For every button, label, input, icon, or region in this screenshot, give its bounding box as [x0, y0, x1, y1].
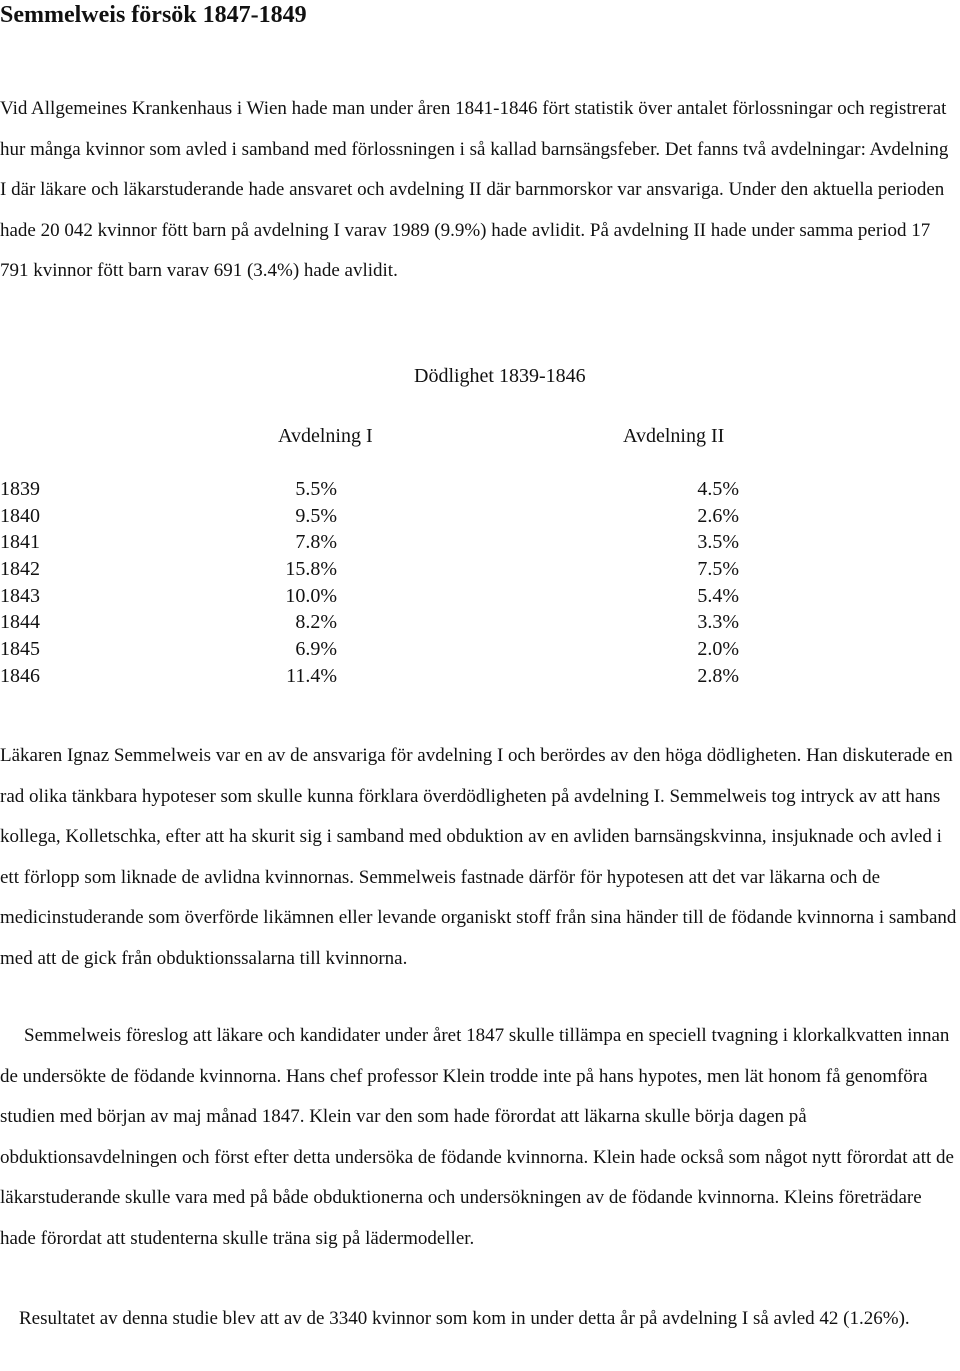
table-row	[0, 583, 760, 610]
avdelning-1-rate: 5.5%	[295, 478, 337, 500]
column-header-avdelning-2: Avdelning II	[623, 425, 725, 447]
year-cell: 1840	[0, 504, 40, 527]
body-paragraph: Semmelweis föreslog att läkare och kandidater under året 1847 skulle tillämpa en speciell tvagning i klorkalkvatten innan de undersökte de födande kvinnorna. Hans chef professor Klein trodde inte på hans hypotes, men lät honom få genomföra studien med början av maj månad 1847. Klein var den som hade förordat att läkarna skulle börja dagen på obduktionsavdelningen och först efter detta undersöka de födande kvinnorna. Klein hade också som något nytt förordat att de läkarstuderande skulle vara med på både obduktionerna och undersökningen av de födande kvinnorna. Kleins företrädare hade förordat att studenterna skulle träna sig på lädermodeller.	[0, 1025, 954, 1249]
column-header-avdelning-1: Avdelning I	[278, 425, 373, 447]
table-row	[0, 529, 760, 556]
year-cell: 1841	[0, 531, 40, 554]
avdelning-2-rate: 2.6%	[697, 504, 739, 527]
year-cell: 1842	[0, 558, 40, 581]
avdelning-2-rate: 4.5%	[697, 478, 739, 500]
year-cell: 1845	[0, 638, 40, 661]
year-cell: 1839	[0, 478, 40, 500]
table-row	[0, 609, 760, 636]
intro-paragraph: Vid Allgemeines Krankenhaus i Wien hade man under åren 1841-1846 fört statistik över antalet förlossningar och registrerat hur många kvinnor som avled i samband med förlossningen i så kallad barnsängsfeber. Det fanns två avdelningar: Avdelning I där läkare och läkarstuderande hade ansvaret och avdelning II där barnmorskor var ansvariga. Under den aktuella perioden hade 20 042 kvinnor fött barn på avdelning I varav 1989 (9.9%) hade avlidit. På avdelning II hade under samma period 17 791 kvinnor fött barn varav 691 (3.4%) hade avlidit.	[0, 98, 949, 281]
avdelning-1-rate: 7.8%	[295, 531, 337, 554]
table-row	[0, 636, 760, 663]
table-caption: Dödlighet 1839-1846	[414, 365, 586, 387]
page-title: Semmelweis försök 1847-1849	[0, 2, 307, 28]
year-cell: 1843	[0, 584, 40, 607]
avdelning-1-rate: 8.2%	[295, 611, 337, 634]
avdelning-1-rate: 6.9%	[295, 638, 337, 661]
table-row	[0, 556, 760, 583]
avdelning-2-rate: 2.0%	[697, 638, 739, 661]
avdelning-2-rate: 3.3%	[697, 611, 739, 634]
body-paragraph: Resultatet av denna studie blev att av de 3340 kvinnor som kom in under detta år på avdelning I så avled 42 (1.26%).	[19, 1308, 910, 1329]
avdelning-1-rate: 11.4%	[286, 664, 337, 687]
table-row	[0, 663, 760, 690]
avdelning-2-rate: 5.4%	[697, 584, 739, 607]
mortality-table	[0, 476, 760, 690]
year-cell: 1844	[0, 611, 40, 634]
avdelning-1-rate: 15.8%	[285, 558, 337, 581]
avdelning-2-rate: 7.5%	[697, 558, 739, 581]
avdelning-2-rate: 3.5%	[697, 531, 739, 554]
body-paragraph: Läkaren Ignaz Semmelweis var en av de ansvariga för avdelning I och berördes av den höga dödligheten. Han diskuterade en rad olika tänkbara hypoteser som skulle kunna förklara överdödligheten på avdelning I. Semmelweis tog intryck av att hans kollega, Kolletschka, efter att ha skurit sig i samband med obduktion av en avliden barnsängskvinna, insjuknade och avled i ett förlopp som liknade de avlidna kvinnornas. Semmelweis fastnade därför för hypotesen att det var läkarna och de medicinstuderande som överförde likämnen eller levande organiskt stoff från sina händer till de födande kvinnorna i samband med att de gick från obduktionssalarna till kvinnorna.	[0, 745, 957, 969]
table-row	[0, 476, 760, 503]
avdelning-1-rate: 10.0%	[285, 584, 337, 607]
year-cell: 1846	[0, 664, 40, 687]
avdelning-1-rate: 9.5%	[295, 504, 337, 527]
avdelning-2-rate: 2.8%	[697, 664, 739, 687]
table-row	[0, 503, 760, 530]
